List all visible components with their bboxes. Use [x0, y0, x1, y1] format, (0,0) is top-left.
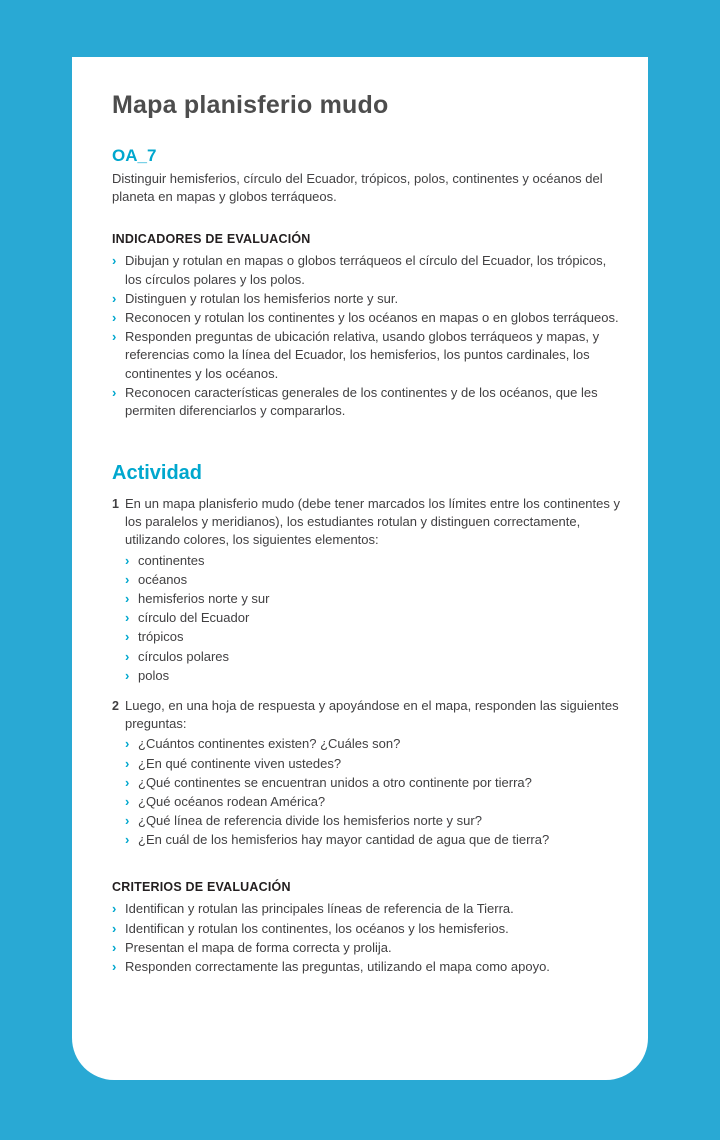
- indicadores-list: [112, 252, 622, 420]
- list-item: [125, 793, 622, 811]
- bullet-arrow-icon: ›: [112, 920, 117, 936]
- list-item-text: Responden preguntas de ubicación relativa, usando globos terráqueos y mapas, y referencias como la línea del Ecuador, los hemisferios, los puntos cardinales, los continentes y los océanos.: [125, 329, 600, 381]
- list-item-text: ¿En cuál de los hemisferios hay mayor cantidad de agua que de tierra?: [138, 832, 550, 848]
- step-text: Luego, en una hoja de respuesta y apoyándose en el mapa, responden las siguientes preguntas:: [125, 697, 619, 732]
- list-item-text: continentes: [138, 552, 205, 568]
- list-item: [112, 384, 622, 420]
- list-item: [112, 958, 622, 976]
- list-item-text: Distinguen y rotulan los hemisferios norte y sur.: [125, 290, 399, 306]
- bullet-arrow-icon: ›: [125, 610, 130, 626]
- list-item: [125, 609, 622, 627]
- bullet-arrow-icon: ›: [112, 939, 117, 955]
- bullet-arrow-icon: ›: [125, 755, 130, 771]
- list-item-text: ¿Qué línea de referencia divide los hemisferios norte y sur?: [138, 813, 482, 829]
- list-item-text: ¿Qué océanos rodean América?: [138, 793, 326, 809]
- list-item: [112, 252, 622, 288]
- bullet-arrow-icon: ›: [112, 959, 117, 974]
- list-item-text: Responden correctamente las preguntas, utilizando el mapa como apoyo.: [125, 959, 550, 974]
- list-item: [112, 328, 622, 383]
- actividad-heading: Actividad: [112, 462, 203, 485]
- bullet-arrow-icon: ›: [125, 736, 130, 752]
- document-card: [72, 57, 648, 1080]
- list-item: [112, 920, 622, 938]
- bullet-arrow-icon: ›: [112, 384, 117, 400]
- list-item: [112, 900, 622, 918]
- step-body: [125, 495, 622, 686]
- list-item-text: Identifican y rotulan las principales líneas de referencia de la Tierra.: [125, 901, 514, 917]
- list-item-text: círculo del Ecuador: [138, 610, 250, 626]
- list-item-text: océanos: [138, 571, 188, 587]
- list-item-text: Presentan el mapa de forma correcta y prolija.: [125, 939, 392, 955]
- bullet-arrow-icon: ›: [125, 629, 130, 645]
- bullet-arrow-icon: ›: [125, 793, 130, 809]
- step-number: 2: [112, 698, 119, 713]
- list-item-text: ¿En qué continente viven ustedes?: [138, 755, 342, 771]
- list-item: [125, 831, 622, 849]
- step-number: 1: [112, 497, 119, 512]
- list-item-text: ¿Qué continentes se encuentran unidos a otro continente por tierra?: [138, 774, 532, 790]
- bullet-arrow-icon: ›: [112, 329, 117, 345]
- list-item: [125, 774, 622, 792]
- bullet-arrow-icon: ›: [125, 648, 130, 664]
- list-item: [112, 290, 622, 308]
- list-item-text: trópicos: [138, 629, 184, 645]
- criterios-section: [112, 880, 622, 976]
- step-1-bullet-list: [125, 552, 622, 685]
- indicadores-heading: INDICADORES DE EVALUACIÓN: [112, 232, 311, 247]
- bullet-arrow-icon: ›: [112, 253, 117, 269]
- bullet-arrow-icon: ›: [125, 774, 130, 790]
- list-item: [125, 735, 622, 753]
- bullet-arrow-icon: ›: [125, 571, 130, 587]
- list-item: [125, 667, 622, 685]
- bullet-arrow-icon: ›: [125, 813, 130, 829]
- criterios-list: [112, 900, 622, 976]
- list-item: [125, 590, 622, 608]
- oa-description: Distinguir hemisferios, círculo del Ecuador, trópicos, polos, continentes y océanos del planeta en mapas y globos terráqueos.: [112, 171, 603, 205]
- list-item-text: Identifican y rotulan los continentes, los océanos y los hemisferios.: [125, 920, 509, 936]
- list-item-text: polos: [138, 667, 170, 683]
- list-item: [112, 939, 622, 957]
- list-item: [125, 628, 622, 646]
- list-item-text: ¿Cuántos continentes existen? ¿Cuáles son?: [138, 736, 401, 752]
- list-item: [125, 552, 622, 570]
- step-2-bullet-list: [125, 735, 622, 849]
- bullet-arrow-icon: ›: [125, 667, 130, 683]
- bullet-arrow-icon: ›: [112, 290, 117, 306]
- activity-step-2: [112, 697, 622, 851]
- list-item-text: Reconocen y rotulan los continentes y los océanos en mapas o en globos terráqueos.: [125, 309, 619, 325]
- oa-heading: OA_7: [112, 146, 157, 165]
- activity-step-1: [112, 495, 622, 686]
- page-title: Mapa planisferio mudo: [112, 91, 389, 119]
- step-text: En un mapa planisferio mudo (debe tener marcados los límites entre los continentes y los paralelos y meridianos), los estudiantes rotulan y distinguen correctamente, utilizando colores, los siguientes elementos:: [125, 496, 620, 548]
- list-item: [125, 812, 622, 830]
- criterios-heading: CRITERIOS DE EVALUACIÓN: [112, 880, 291, 895]
- bullet-arrow-icon: ›: [125, 832, 130, 848]
- list-item-text: Reconocen características generales de los continentes y de los océanos, que les permiten diferenciarlos y compararlos.: [125, 384, 598, 418]
- list-item-text: hemisferios norte y sur: [138, 591, 270, 606]
- list-item: [112, 309, 622, 327]
- bullet-arrow-icon: ›: [112, 901, 117, 917]
- bullet-arrow-icon: ›: [112, 309, 117, 325]
- list-item: [125, 571, 622, 589]
- list-item-text: Dibujan y rotulan en mapas o globos terráqueos el círculo del Ecuador, los trópicos, los círculos polares y los polos.: [125, 253, 607, 287]
- bullet-arrow-icon: ›: [125, 591, 130, 606]
- step-body: [125, 697, 622, 851]
- list-item-text: círculos polares: [138, 648, 230, 664]
- bullet-arrow-icon: ›: [125, 552, 130, 568]
- list-item: [125, 755, 622, 773]
- list-item: [125, 648, 622, 666]
